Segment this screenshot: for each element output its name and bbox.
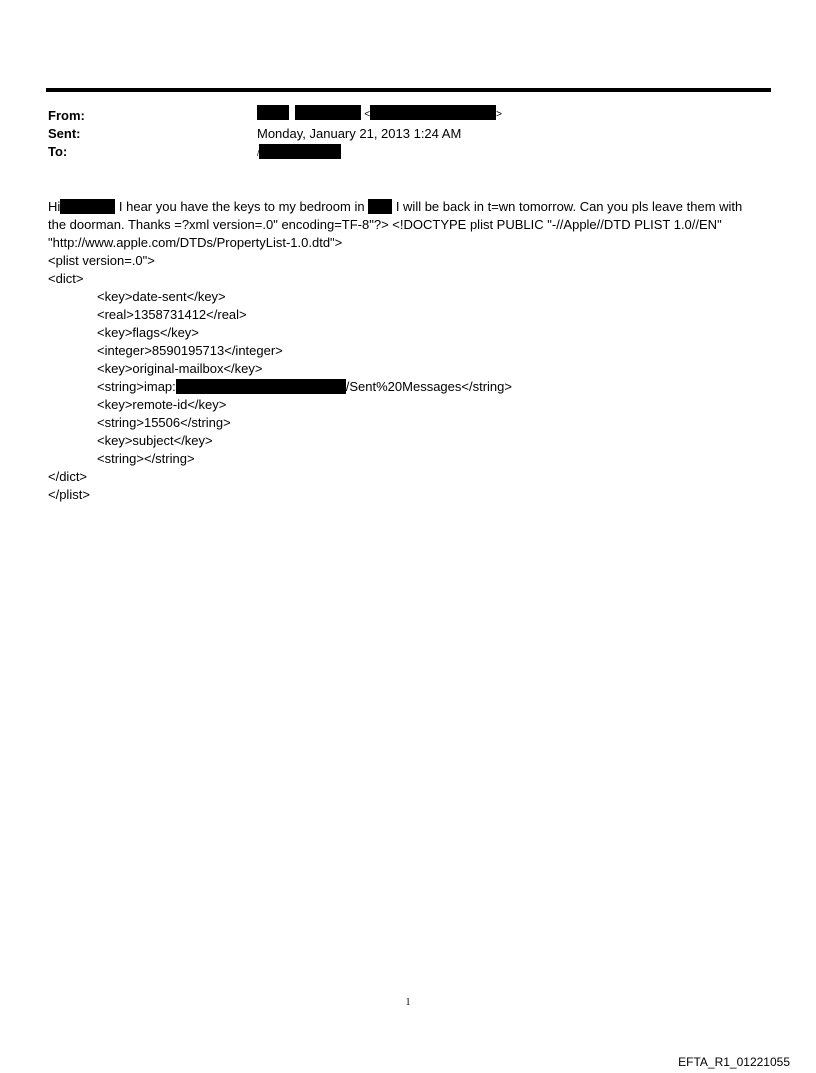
- page-number: 1: [405, 997, 411, 1008]
- redaction-box: [176, 379, 346, 394]
- header-rule: [46, 88, 771, 92]
- body-text: I hear you have the keys to my bedroom in: [115, 199, 369, 214]
- redaction-box: [257, 105, 289, 120]
- sent-label: Sent:: [48, 126, 81, 141]
- redaction-box: [370, 105, 496, 120]
- redaction-box: [60, 199, 115, 214]
- body-text: /Sent%20Messages</string>: [345, 379, 512, 394]
- body-line: <key>original-mailbox</key>: [97, 361, 263, 376]
- redaction-box: [295, 105, 361, 120]
- body-line: <key>remote-id</key>: [97, 397, 227, 412]
- from-label: From:: [48, 108, 85, 123]
- to-value: [257, 144, 341, 159]
- from-value: [257, 105, 502, 120]
- bates-number: EFTA_R1_01221055: [678, 1055, 790, 1069]
- body-text: I will be back in t=wn tomorrow. Can you pls leave them with: [392, 199, 743, 214]
- body-line: "http://www.apple.com/DTDs/PropertyList-1.0.dtd">: [48, 235, 343, 250]
- body-line: [48, 378, 773, 396]
- body-line: <dict>: [48, 271, 84, 286]
- body-line: <key>date-sent</key>: [97, 289, 226, 304]
- body-line: <key>flags</key>: [97, 325, 199, 340]
- body-line: <integer>8590195713</integer>: [97, 343, 283, 358]
- body-line: <plist version=.0">: [48, 253, 155, 268]
- body-line: <real>1358731412</real>: [97, 307, 247, 322]
- from-lt: <: [364, 109, 371, 120]
- body-line: [48, 198, 773, 216]
- redaction-box: [368, 199, 392, 214]
- from-gt: >: [496, 109, 502, 120]
- body-text: <string>imap:: [97, 379, 176, 394]
- body-line: the doorman. Thanks =?xml version=.0" encoding=TF-8"?> <!DOCTYPE plist PUBLIC "-//Apple//DTD PLIST 1.0//EN": [48, 217, 722, 232]
- body-text: Hi: [48, 199, 61, 214]
- to-prefix: /: [257, 149, 260, 158]
- email-body: [48, 198, 773, 504]
- body-line: <string></string>: [97, 451, 195, 466]
- body-line: <key>subject</key>: [97, 433, 213, 448]
- body-line: </plist>: [48, 487, 90, 502]
- redaction-box: [259, 144, 341, 159]
- body-line: <string>15506</string>: [97, 415, 231, 430]
- to-label: To:: [48, 144, 68, 159]
- sent-value: Monday, January 21, 2013 1:24 AM: [257, 126, 462, 141]
- body-line: </dict>: [48, 469, 88, 484]
